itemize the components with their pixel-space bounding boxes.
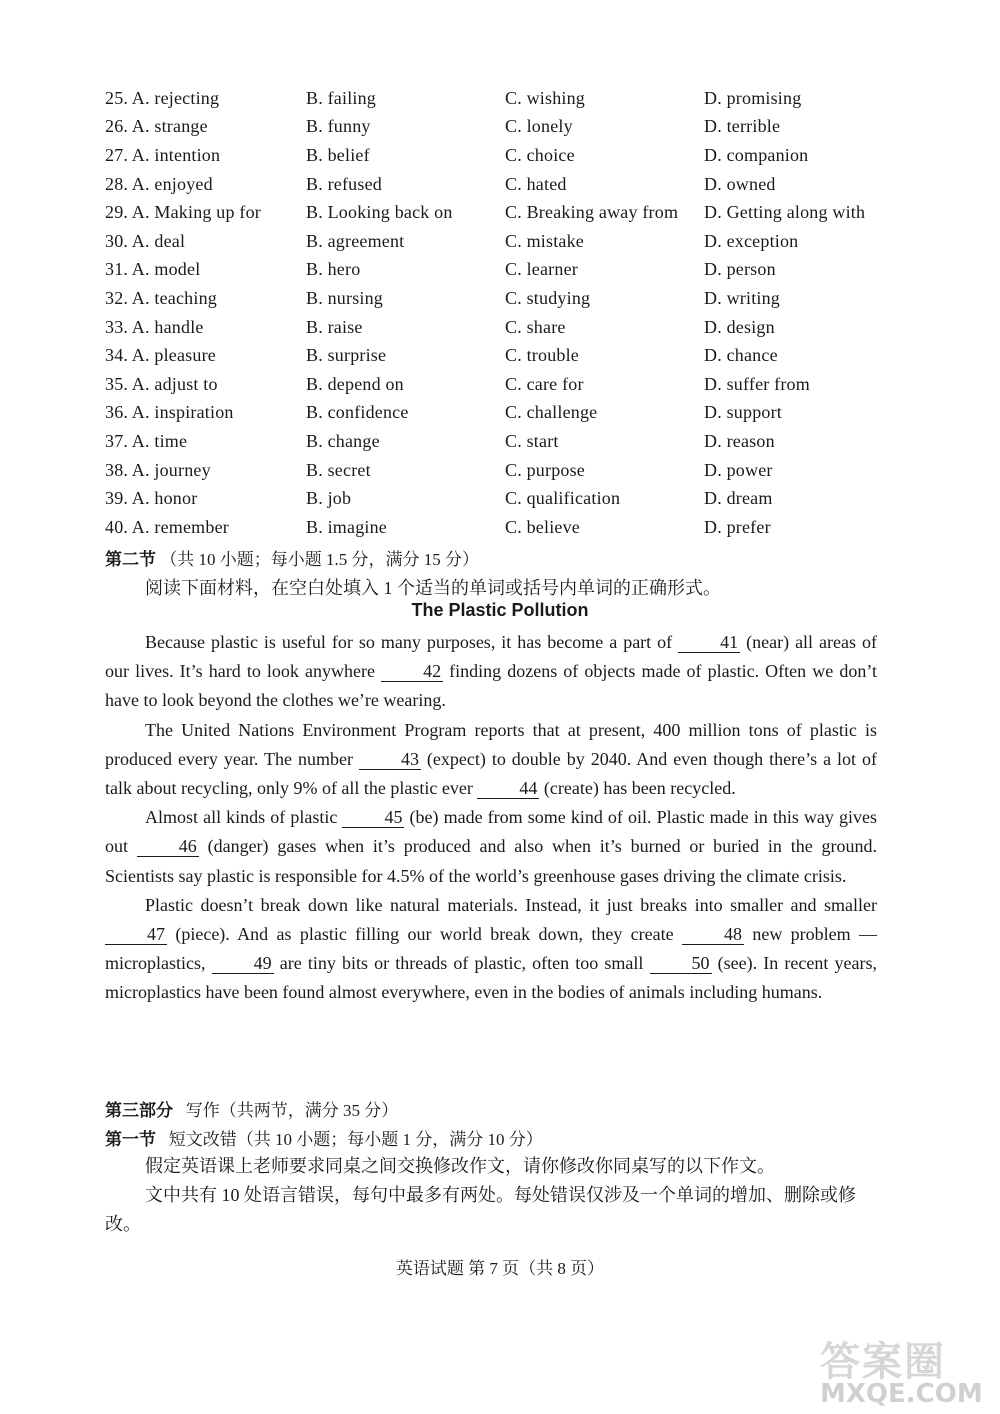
option-cell: D. exception: [704, 230, 799, 251]
section1-detail: 短文改错（共 10 小题；每小题 1 分，满分 10 分）: [168, 1130, 543, 1149]
page-footer: 英语试题 第 7 页（共 8 页）: [395, 1259, 605, 1278]
option-cell: C. studying: [505, 287, 591, 308]
option-cell: D. terrible: [704, 116, 781, 137]
blank-41: 41: [678, 632, 740, 653]
option-cell: 26. A. strange: [105, 116, 208, 137]
watermark-logo: [820, 1330, 990, 1410]
blank-43: 43: [359, 749, 421, 770]
option-cell: 36. A. inspiration: [105, 402, 234, 423]
text: (be) made from some kind of oil. Plastic made in this way gives out: [105, 807, 878, 857]
text: (create) has been recycled.: [539, 778, 736, 799]
option-cell: D. power: [704, 459, 773, 480]
option-cell: D. chance: [704, 345, 778, 366]
option-cell: D. person: [704, 259, 776, 280]
option-cell: C. start: [505, 430, 559, 451]
section2-heading: [105, 545, 479, 570]
option-row: [105, 456, 905, 485]
option-row: [105, 427, 905, 456]
option-cell: B. raise: [306, 316, 363, 337]
option-row: [105, 113, 905, 142]
passage-paragraph: [105, 891, 877, 1008]
option-cell: B. imagine: [306, 516, 387, 537]
option-row: [105, 256, 905, 285]
text: Almost all kinds of plastic: [145, 807, 343, 828]
option-cell: B. belief: [306, 144, 370, 165]
option-cell: C. care for: [505, 373, 584, 394]
option-cell: D. writing: [704, 287, 780, 308]
option-cell: D. promising: [704, 87, 802, 108]
option-cell: D. prefer: [704, 516, 771, 537]
option-cell: D. suffer from: [704, 373, 810, 394]
option-cell: D. design: [704, 316, 775, 337]
option-cell: 27. A. intention: [105, 144, 221, 165]
blank-42: 42: [381, 661, 443, 682]
option-cell: 38. A. journey: [105, 459, 211, 480]
blank-46: 46: [137, 836, 199, 857]
option-row: [105, 341, 905, 370]
watermark-logo-text: 答案圈: [820, 1339, 946, 1385]
blank-47: 47: [105, 924, 167, 945]
part3-detail: 写作（共两节，满分 35 分）: [185, 1101, 399, 1120]
section2-title: 第二节: [105, 550, 156, 569]
option-cell: C. challenge: [505, 402, 598, 423]
section2-detail: （共 10 小题；每小题 1.5 分，满分 15 分）: [160, 550, 479, 569]
option-cell: 35. A. adjust to: [105, 373, 218, 394]
option-row: [105, 484, 905, 513]
option-cell: B. agreement: [306, 230, 405, 251]
option-cell: C. lonely: [505, 116, 573, 137]
option-cell: B. surprise: [306, 345, 387, 366]
option-cell: D. support: [704, 402, 782, 423]
section1-instruction: 假定英语课上老师要求同桌之间交换修改作文，请你修改你同桌写的以下作文。: [145, 1156, 775, 1176]
option-row: [105, 513, 905, 542]
option-cell: D. owned: [704, 173, 776, 194]
passage: [105, 628, 877, 1008]
option-cell: C. mistake: [505, 230, 584, 251]
option-cell: B. nursing: [306, 287, 384, 308]
text: Because plastic is useful for so many purposes, it has become a part of: [145, 632, 679, 652]
option-cell: 40. A. remember: [105, 516, 229, 537]
option-cell: 25. A. rejecting: [105, 87, 220, 108]
option-cell: 33. A. handle: [105, 316, 204, 337]
section2-instruction: 阅读下面材料，在空白处填入 1 个适当的单词或括号内单词的正确形式。: [145, 578, 721, 598]
passage-paragraph: [105, 628, 877, 716]
option-cell: C. Breaking away from: [505, 202, 679, 223]
option-cell: C. purpose: [505, 459, 585, 480]
option-row: [105, 284, 905, 313]
option-cell: B. refused: [306, 173, 382, 194]
text: (danger) gases when it’s produced and also when it’s burned or buried in the ground. Scientists say plastic is responsible for 4.5% of the world’s greenhouse gases driving the climate crisis.: [105, 836, 877, 886]
text: finding dozens of objects made of plastic. Often we don’t have to look beyond the clothes we’re wearing.: [105, 661, 878, 711]
option-cell: C. believe: [505, 516, 580, 537]
option-cell: D. Getting along with: [704, 202, 866, 223]
blank-45: 45: [342, 807, 404, 828]
option-cell: 28. A. enjoyed: [105, 173, 213, 194]
part3-title: 第三部分: [105, 1101, 173, 1120]
text: The United Nations Environment Program reports that at present, 400 million tons of plastic is produced every year. The number: [105, 719, 877, 769]
option-row: [105, 227, 905, 256]
watermark-url: MXQE.COM: [820, 1379, 983, 1409]
option-cell: B. secret: [306, 459, 371, 480]
option-cell: C. qualification: [505, 488, 621, 509]
option-row: [105, 313, 905, 342]
option-cell: B. confidence: [306, 402, 409, 423]
passage-title: The Plastic Pollution: [411, 600, 589, 620]
option-row: [105, 198, 905, 227]
option-cell: 34. A. pleasure: [105, 345, 216, 366]
option-cell: B. hero: [306, 259, 361, 280]
option-cell: C. trouble: [505, 345, 579, 366]
option-cell: D. companion: [704, 144, 809, 165]
option-cell: 39. A. honor: [105, 488, 198, 509]
option-row: [105, 141, 905, 170]
text: (piece). And as plastic filling our world break down, they create: [167, 924, 682, 945]
option-cell: D. reason: [704, 430, 775, 451]
option-cell: B. Looking back on: [306, 202, 453, 223]
option-row: [105, 170, 905, 199]
option-cell: C. choice: [505, 144, 575, 165]
section1-title: 第一节: [105, 1130, 156, 1149]
option-cell: B. depend on: [306, 373, 404, 394]
option-cell: C. learner: [505, 259, 578, 280]
text: are tiny bits or threads of plastic, often too small: [273, 953, 650, 974]
section1-rules: 文中共有 10 处语言错误，每句中最多有两处。每处错误仅涉及一个单词的增加、删除或修改。: [105, 1185, 856, 1234]
option-row: [105, 399, 905, 428]
option-cell: C. wishing: [505, 87, 586, 108]
text: (see). In recent years, microplastics have been found almost everywhere, even in the bodies of animals including humans.: [105, 953, 877, 1003]
section1-heading: [105, 1125, 543, 1150]
part3-heading: [105, 1096, 398, 1121]
option-cell: B. failing: [306, 87, 376, 108]
options-table: [105, 84, 905, 542]
option-cell: B. funny: [306, 116, 371, 137]
option-cell: 31. A. model: [105, 259, 201, 280]
blank-49: 49: [212, 953, 274, 974]
option-row: [105, 370, 905, 399]
option-cell: 29. A. Making up for: [105, 202, 261, 223]
text: (expect) to double by 2040. And even though there’s a lot of talk about recycling, only 9% of all the plastic ever: [105, 748, 877, 799]
option-cell: 32. A. teaching: [105, 287, 217, 308]
option-cell: D. dream: [704, 488, 773, 509]
option-row: [105, 84, 905, 113]
text: (near) all areas of our lives. It’s hard to look anywhere: [105, 632, 877, 682]
option-cell: B. job: [306, 488, 352, 509]
text: new problem — microplastics,: [105, 924, 877, 974]
option-cell: B. change: [306, 430, 380, 451]
passage-paragraph: [105, 716, 877, 804]
text: Plastic doesn’t break down like natural materials. Instead, it just breaks into smaller and smaller: [145, 894, 877, 915]
option-cell: C. share: [505, 316, 566, 337]
option-cell: 37. A. time: [105, 430, 188, 451]
blank-48: 48: [682, 924, 744, 945]
blank-50: 50: [650, 953, 712, 974]
option-cell: 30. A. deal: [105, 230, 186, 251]
blank-44: 44: [477, 778, 539, 799]
passage-paragraph: [105, 803, 877, 891]
option-cell: C. hated: [505, 173, 567, 194]
